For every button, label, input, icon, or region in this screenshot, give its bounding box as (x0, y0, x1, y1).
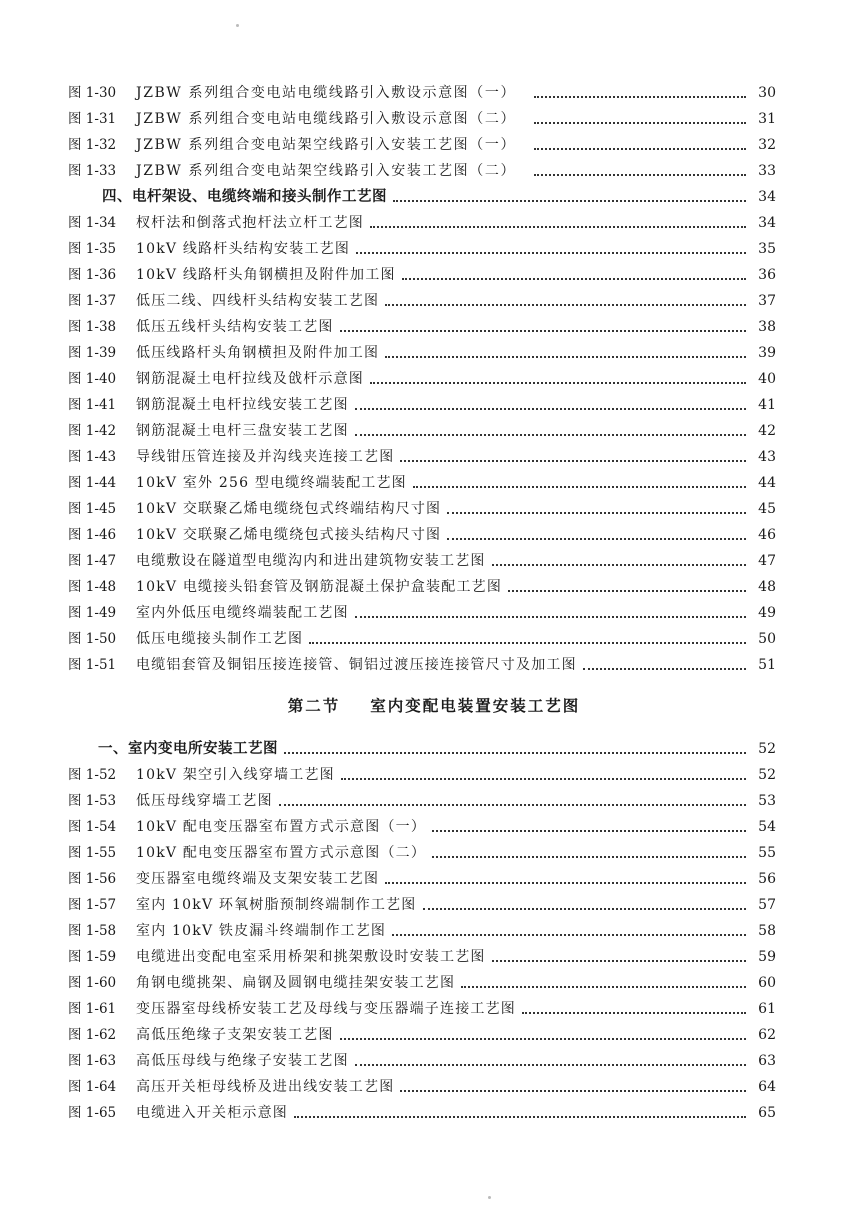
toc-entry[interactable] (68, 336, 776, 362)
dot-leader (508, 589, 746, 592)
dot-leader (341, 777, 746, 780)
figure-code: 图 1-49 (68, 605, 117, 621)
entry-title: 电缆进出变配电室采用桥架和挑架敷设时安装工艺图 (136, 949, 486, 965)
entry-title: 变压器室电缆终端及支架安装工艺图 (136, 871, 380, 887)
page-number: 49 (758, 605, 776, 621)
section-title: 一、室内变电所安装工艺图 (98, 741, 278, 757)
dot-leader (413, 485, 746, 488)
chapter-heading (0, 694, 868, 716)
toc-entry[interactable] (68, 414, 776, 440)
toc-entry[interactable] (68, 466, 776, 492)
dot-leader (492, 959, 746, 962)
figure-code: 图 1-32 (68, 137, 117, 153)
figure-code: 图 1-31 (68, 111, 117, 127)
entry-title: 10kV 线路杆头角钢横担及附件加工图 (136, 267, 396, 283)
toc-entry[interactable] (68, 258, 776, 284)
entry-title: 室内 10kV 铁皮漏斗终端制作工艺图 (136, 923, 387, 939)
entry-title: 电缆铝套管及铜铝压接连接管、铜铝过渡压接连接管尺寸及加工图 (136, 657, 577, 673)
dot-leader (370, 381, 746, 384)
dot-leader (355, 407, 746, 410)
dot-leader (370, 225, 746, 228)
dot-leader (284, 751, 746, 754)
toc-entry[interactable] (68, 310, 776, 336)
entry-title: 10kV 电缆接头铅套管及钢筋混凝土保护盒装配工艺图 (136, 579, 503, 595)
chapter-number: 第二节 (287, 697, 341, 715)
entry-title: JZBW 系列组合变电站电缆线路引入敷设示意图（一） (136, 85, 517, 101)
dot-leader (534, 121, 746, 124)
toc-entry[interactable] (68, 388, 776, 414)
entry-title: 低压母线穿墙工艺图 (136, 793, 273, 809)
dot-leader (400, 459, 746, 462)
page-number: 50 (758, 631, 776, 647)
dot-leader (447, 511, 746, 514)
toc-entry[interactable] (68, 518, 776, 544)
figure-code: 图 1-33 (68, 163, 117, 179)
dot-leader (423, 907, 746, 910)
entry-title: 低压电缆接头制作工艺图 (136, 631, 304, 647)
page-number: 35 (758, 241, 776, 257)
toc-entry[interactable] (68, 362, 776, 388)
page-number: 48 (758, 579, 776, 595)
page-number: 51 (758, 657, 776, 673)
page-number: 32 (758, 137, 776, 153)
entry-title: 10kV 配电变压器室布置方式示意图（一） (136, 819, 427, 835)
page-number: 30 (758, 85, 776, 101)
page-number: 43 (758, 449, 776, 465)
dot-leader (534, 173, 746, 176)
toc-entry[interactable] (68, 492, 776, 518)
scan-speck (236, 24, 239, 27)
toc-entry[interactable] (68, 440, 776, 466)
dot-leader (400, 1089, 746, 1092)
page-number: 44 (758, 475, 776, 491)
figure-code: 图 1-51 (68, 657, 117, 673)
entry-title: 10kV 线路杆头结构安装工艺图 (136, 241, 351, 257)
figure-code: 图 1-61 (68, 1001, 117, 1017)
entry-title: 低压二线、四线杆头结构安装工艺图 (136, 293, 380, 309)
figure-code: 图 1-50 (68, 631, 117, 647)
figure-code: 图 1-65 (68, 1105, 117, 1121)
dot-leader (432, 829, 746, 832)
toc-entry[interactable] (68, 76, 776, 102)
page-number: 40 (758, 371, 776, 387)
page-number: 52 (758, 741, 776, 757)
figure-code: 图 1-41 (68, 397, 117, 413)
page-number: 61 (758, 1001, 776, 1017)
page-number: 31 (758, 111, 776, 127)
toc-entry[interactable] (68, 1018, 776, 1044)
page-number: 41 (758, 397, 776, 413)
dot-leader (309, 641, 746, 644)
figure-code: 图 1-44 (68, 475, 117, 491)
page-number: 36 (758, 267, 776, 283)
dot-leader (583, 667, 746, 670)
dot-leader (340, 1037, 746, 1040)
entry-title: 10kV 架空引入线穿墙工艺图 (136, 767, 335, 783)
entry-title: 钢筋混凝土电杆三盘安装工艺图 (136, 423, 349, 439)
entry-title: 导线钳压管连接及并沟线夹连接工艺图 (136, 449, 395, 465)
figure-code: 图 1-36 (68, 267, 117, 283)
dot-leader (294, 1115, 746, 1118)
page-number: 45 (758, 501, 776, 517)
page-number: 65 (758, 1105, 776, 1121)
toc-entry[interactable] (68, 1044, 776, 1070)
dot-leader (356, 251, 746, 254)
toc-entry[interactable] (68, 570, 776, 596)
page-number: 34 (758, 215, 776, 231)
dot-leader (385, 881, 746, 884)
figure-code: 图 1-56 (68, 871, 117, 887)
entry-title: 室内外低压电缆终端装配工艺图 (136, 605, 349, 621)
entry-title: 室内 10kV 环氧树脂预制终端制作工艺图 (136, 897, 417, 913)
dot-leader (534, 147, 746, 150)
section-one-entries (68, 758, 776, 1122)
figure-code: 图 1-43 (68, 449, 117, 465)
toc-top-block (68, 76, 776, 674)
page-number: 47 (758, 553, 776, 569)
toc-entry[interactable] (68, 154, 776, 180)
figure-code: 图 1-48 (68, 579, 117, 595)
entry-title: 高压开关柜母线桥及进出线安装工艺图 (136, 1079, 395, 1095)
page-number: 60 (758, 975, 776, 991)
figure-code: 图 1-45 (68, 501, 117, 517)
page-number: 39 (758, 345, 776, 361)
dot-leader (392, 933, 746, 936)
figure-code: 图 1-64 (68, 1079, 117, 1095)
dot-leader (534, 95, 746, 98)
figure-code: 图 1-30 (68, 85, 117, 101)
dot-leader (340, 329, 746, 332)
dot-leader (461, 985, 746, 988)
entry-title: 10kV 交联聚乙烯电缆绕包式终端结构尺寸图 (136, 501, 442, 517)
chapter-title: 室内变配电装置安装工艺图 (370, 697, 581, 715)
entry-title: JZBW 系列组合变电站架空线路引入安装工艺图（一） (136, 137, 517, 153)
dot-leader (355, 615, 746, 618)
figure-code: 图 1-35 (68, 241, 117, 257)
toc-entry[interactable] (68, 1096, 776, 1122)
dot-leader (522, 1011, 746, 1014)
dot-leader (355, 1063, 746, 1066)
page-number: 42 (758, 423, 776, 439)
toc-entry[interactable] (68, 102, 776, 128)
page-number: 56 (758, 871, 776, 887)
entry-title: 低压线路杆头角钢横担及附件加工图 (136, 345, 380, 361)
entry-title: 电缆敷设在隧道型电缆沟内和进出建筑物安装工艺图 (136, 553, 486, 569)
entry-title: JZBW 系列组合变电站电缆线路引入敷设示意图（二） (136, 111, 517, 127)
page-number: 34 (758, 189, 776, 205)
toc-entry[interactable] (68, 862, 776, 888)
toc-entry[interactable] (68, 966, 776, 992)
figure-code: 图 1-46 (68, 527, 117, 543)
dot-leader (355, 433, 746, 436)
section-title: 四、电杆架设、电缆终端和接头制作工艺图 (102, 189, 387, 205)
scan-speck (488, 1196, 491, 1199)
toc-entry[interactable] (68, 784, 776, 810)
entry-title: 10kV 室外 256 型电缆终端装配工艺图 (136, 475, 407, 491)
figure-code: 图 1-60 (68, 975, 117, 991)
dot-leader (393, 199, 746, 202)
toc-bottom-block (68, 732, 776, 1122)
page-number: 33 (758, 163, 776, 179)
toc-entry[interactable] (68, 758, 776, 784)
figure-code: 图 1-62 (68, 1027, 117, 1043)
section-four-entries (68, 206, 776, 674)
toc-entry[interactable] (68, 544, 776, 570)
page-number: 59 (758, 949, 776, 965)
figure-code: 图 1-37 (68, 293, 117, 309)
page-number: 37 (758, 293, 776, 309)
entry-title: 低压五线杆头结构安装工艺图 (136, 319, 334, 335)
toc-entry[interactable] (68, 940, 776, 966)
toc-entry[interactable] (68, 992, 776, 1018)
toc-entry[interactable] (68, 232, 776, 258)
entry-title: 钢筋混凝土电杆拉线及戗杆示意图 (136, 371, 364, 387)
entry-title: 10kV 配电变压器室布置方式示意图（二） (136, 845, 427, 861)
toc-entry[interactable] (68, 648, 776, 674)
entry-title: 10kV 交联聚乙烯电缆绕包式接头结构尺寸图 (136, 527, 442, 543)
dot-leader (432, 855, 746, 858)
page-number: 64 (758, 1079, 776, 1095)
figure-code: 图 1-34 (68, 215, 117, 231)
dot-leader (492, 563, 746, 566)
figure-code: 图 1-38 (68, 319, 117, 335)
figure-code: 图 1-59 (68, 949, 117, 965)
toc-entry[interactable] (68, 622, 776, 648)
toc-entry[interactable] (68, 888, 776, 914)
figure-code: 图 1-58 (68, 923, 117, 939)
dot-leader (402, 277, 746, 280)
toc-entry[interactable] (68, 128, 776, 154)
figure-code: 图 1-40 (68, 371, 117, 387)
entry-title: 杈杆法和倒落式抱杆法立杆工艺图 (136, 215, 364, 231)
page-number: 54 (758, 819, 776, 835)
figure-code: 图 1-63 (68, 1053, 117, 1069)
figure-code: 图 1-57 (68, 897, 117, 913)
page-number: 55 (758, 845, 776, 861)
page-number: 57 (758, 897, 776, 913)
entry-title: 电缆进入开关柜示意图 (136, 1105, 288, 1121)
entry-title: 角钢电缆挑架、扁钢及圆钢电缆挂架安装工艺图 (136, 975, 456, 991)
toc-entry[interactable] (68, 1070, 776, 1096)
dot-leader (279, 803, 746, 806)
toc-entry[interactable] (68, 284, 776, 310)
figure-code: 图 1-54 (68, 819, 117, 835)
figure-code: 图 1-55 (68, 845, 117, 861)
page-number: 62 (758, 1027, 776, 1043)
toc-entry[interactable] (68, 810, 776, 836)
figure-code: 图 1-47 (68, 553, 117, 569)
section-heading[interactable] (68, 180, 776, 206)
entry-title: 变压器室母线桥安装工艺及母线与变压器端子连接工艺图 (136, 1001, 516, 1017)
figure-code: 图 1-52 (68, 767, 117, 783)
page-number: 52 (758, 767, 776, 783)
dot-leader (385, 303, 746, 306)
page-number: 53 (758, 793, 776, 809)
entry-title: JZBW 系列组合变电站架空线路引入安装工艺图（二） (136, 163, 517, 179)
toc-entry[interactable] (68, 914, 776, 940)
dot-leader (447, 537, 746, 540)
figure-code: 图 1-39 (68, 345, 117, 361)
entry-title: 钢筋混凝土电杆拉线安装工艺图 (136, 397, 349, 413)
page-number: 38 (758, 319, 776, 335)
dot-leader (385, 355, 746, 358)
figure-code: 图 1-53 (68, 793, 117, 809)
page-number: 58 (758, 923, 776, 939)
section-heading[interactable] (68, 732, 776, 758)
toc-entry[interactable] (68, 596, 776, 622)
toc-entry[interactable] (68, 836, 776, 862)
entry-title: 高低压母线与绝缘子安装工艺图 (136, 1053, 349, 1069)
page-number: 63 (758, 1053, 776, 1069)
toc-entry[interactable] (68, 206, 776, 232)
entry-title: 高低压绝缘子支架安装工艺图 (136, 1027, 334, 1043)
page-number: 46 (758, 527, 776, 543)
figure-code: 图 1-42 (68, 423, 117, 439)
